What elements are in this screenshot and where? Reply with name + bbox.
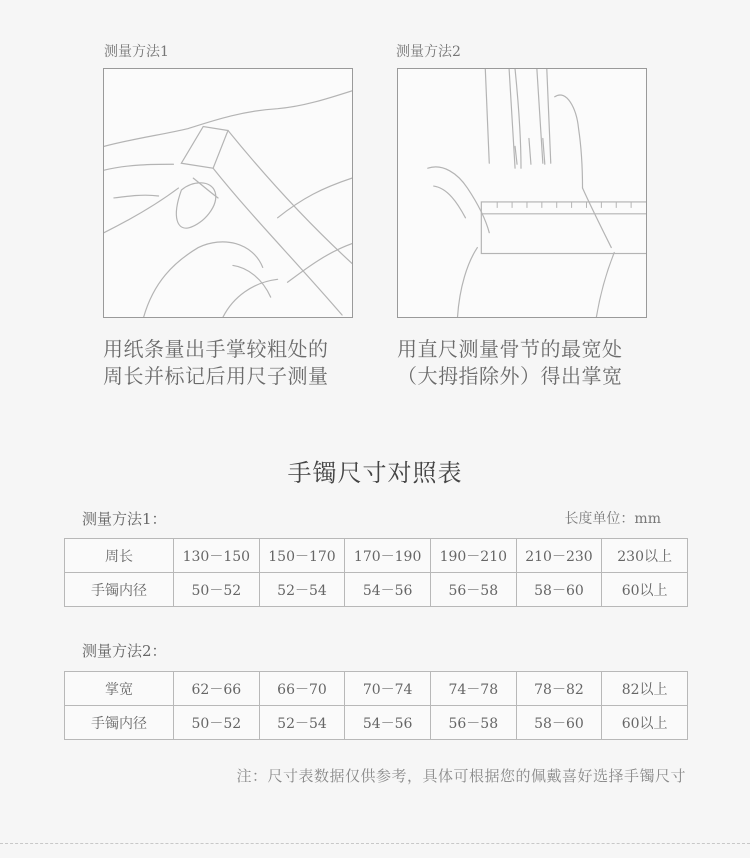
table-row <box>65 672 688 706</box>
method2-illustration <box>397 68 647 318</box>
table-cell: 62－66 <box>174 672 260 706</box>
size-table-method1 <box>64 538 688 607</box>
dashed-divider <box>0 843 750 844</box>
table-cell: 50－52 <box>174 706 260 740</box>
table-cell: 170－190 <box>345 539 431 573</box>
table-cell: 210－230 <box>516 539 602 573</box>
row-header: 手镯内径 <box>65 573 174 607</box>
table-cell: 70－74 <box>345 672 431 706</box>
method1-caption-line2: 周长并标记后用尺子测量 <box>103 364 329 388</box>
table-cell: 60以上 <box>602 573 688 607</box>
table-cell: 78－82 <box>516 672 602 706</box>
method2-caption <box>397 336 623 390</box>
unit-label: 长度单位：mm <box>564 511 661 527</box>
table-cell: 56－58 <box>430 573 516 607</box>
table-cell: 50－52 <box>174 573 260 607</box>
table-cell: 230以上 <box>602 539 688 573</box>
table-cell: 54－56 <box>345 573 431 607</box>
table-cell: 52－54 <box>259 573 345 607</box>
table-cell: 66－70 <box>259 672 345 706</box>
table1-label: 测量方法1： <box>82 510 167 528</box>
table-cell: 60以上 <box>602 706 688 740</box>
row-header: 周长 <box>65 539 174 573</box>
method1-label: 测量方法1 <box>104 44 169 60</box>
hand-ruler-illustration <box>398 69 646 317</box>
method2-label: 测量方法2 <box>396 44 461 60</box>
size-table-method2 <box>64 671 688 740</box>
table-row <box>65 706 688 740</box>
table-cell: 190－210 <box>430 539 516 573</box>
table-cell: 58－60 <box>516 706 602 740</box>
hand-paper-strip-illustration <box>104 69 352 317</box>
table-cell: 54－56 <box>345 706 431 740</box>
row-header: 手镯内径 <box>65 706 174 740</box>
method2-caption-line2: （大拇指除外）得出掌宽 <box>397 364 623 388</box>
table-cell: 52－54 <box>259 706 345 740</box>
method2-caption-line1: 用直尺测量骨节的最宽处 <box>397 337 623 361</box>
method1-caption <box>103 336 329 390</box>
table-row <box>65 539 688 573</box>
table-cell: 58－60 <box>516 573 602 607</box>
method1-caption-line1: 用纸条量出手掌较粗处的 <box>103 337 329 361</box>
method1-illustration <box>103 68 353 318</box>
row-header: 掌宽 <box>65 672 174 706</box>
disclaimer-note: 注：尺寸表数据仅供参考，具体可根据您的佩戴喜好选择手镯尺寸 <box>236 767 686 785</box>
table-cell: 130－150 <box>174 539 260 573</box>
table-cell: 56－58 <box>430 706 516 740</box>
page-title: 手镯尺寸对照表 <box>287 459 463 487</box>
table-cell: 150－170 <box>259 539 345 573</box>
table-cell: 82以上 <box>602 672 688 706</box>
table2-label: 测量方法2： <box>82 642 167 660</box>
table-cell: 74－78 <box>430 672 516 706</box>
table-row <box>65 573 688 607</box>
